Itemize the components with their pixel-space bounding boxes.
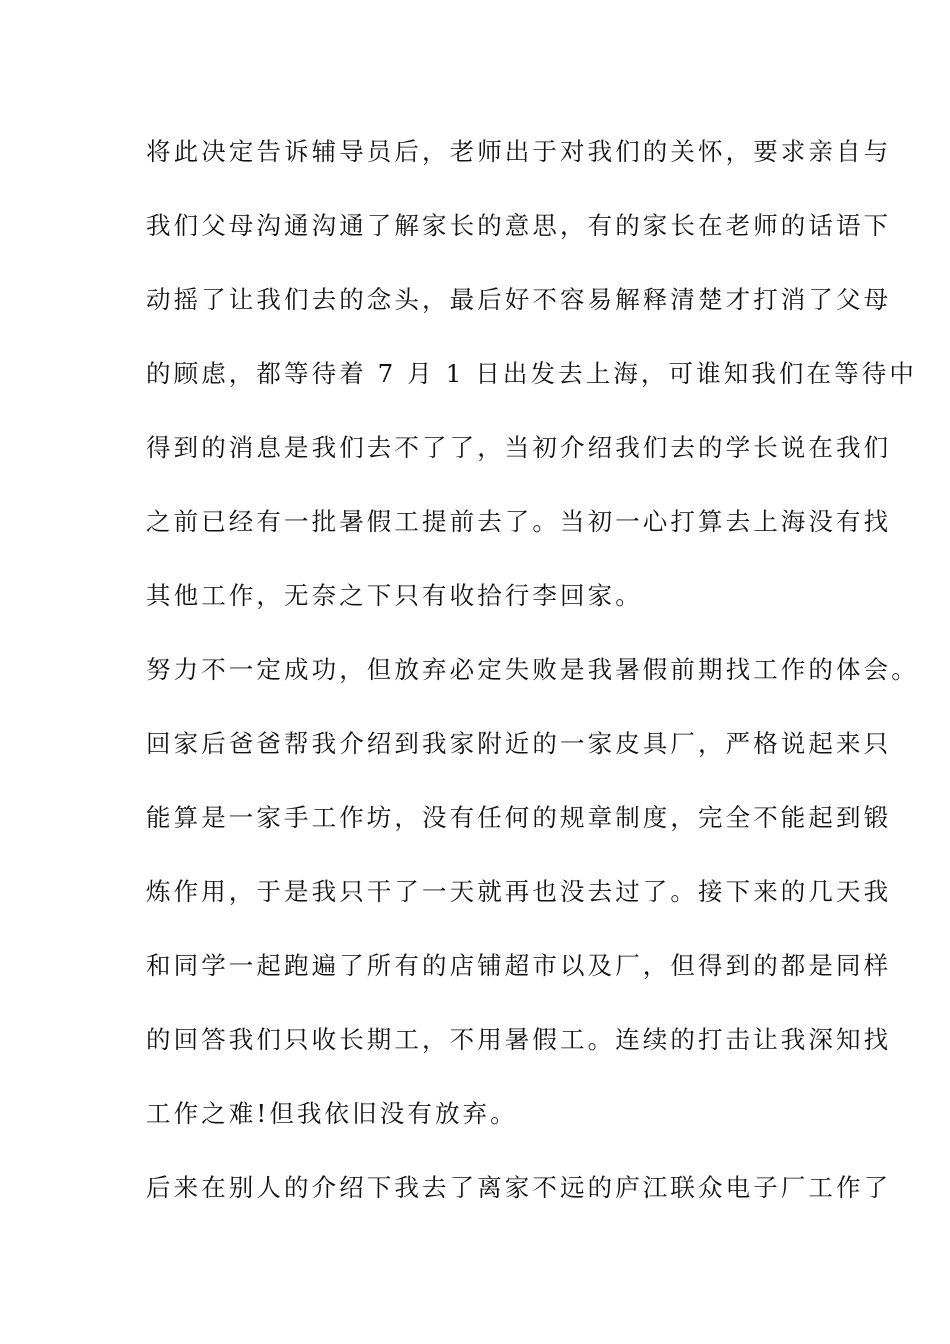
text-line: 炼作用，于是我只干了一天就再也没去过了。接下来的几天我 <box>146 877 892 906</box>
text-line: 努力不一定成功，但放弃必定失败是我暑假前期找工作的体会。 <box>146 655 919 684</box>
text-line: 能算是一家手工作坊，没有任何的规章制度，完全不能起到锻 <box>146 803 892 832</box>
text-line: 将此决定告诉辅导员后，老师出于对我们的关怀，要求亲自与 <box>146 137 892 166</box>
text-line: 其他工作，无奈之下只有收拾行李回家。 <box>146 581 643 610</box>
text-line: 我们父母沟通沟通了解家长的意思，有的家长在老师的话语下 <box>146 211 892 240</box>
text-line: 后来在别人的介绍下我去了离家不远的庐江联众电子厂工作了 <box>146 1173 892 1202</box>
text-line: 之前已经有一批暑假工提前去了。当初一心打算去上海没有找 <box>146 507 892 536</box>
text-line: 回家后爸爸帮我介绍到我家附近的一家皮具厂，严格说起来只 <box>146 729 892 758</box>
text-line: 的回答我们只收长期工，不用暑假工。连续的打击让我深知找 <box>146 1025 892 1054</box>
text-line: 和同学一起跑遍了所有的店铺超市以及厂，但得到的都是同样 <box>146 951 892 980</box>
text-line: 的顾虑，都等待着 7 月 1 日出发去上海，可谁知我们在等待中 <box>146 359 917 388</box>
text-line: 动摇了让我们去的念头，最后好不容易解释清楚才打消了父母 <box>146 285 892 314</box>
text-line: 得到的消息是我们去不了了，当初介绍我们去的学长说在我们 <box>146 433 892 462</box>
document-body <box>146 134 919 1244</box>
text-line: 工作之难!但我依旧没有放弃。 <box>146 1099 518 1128</box>
